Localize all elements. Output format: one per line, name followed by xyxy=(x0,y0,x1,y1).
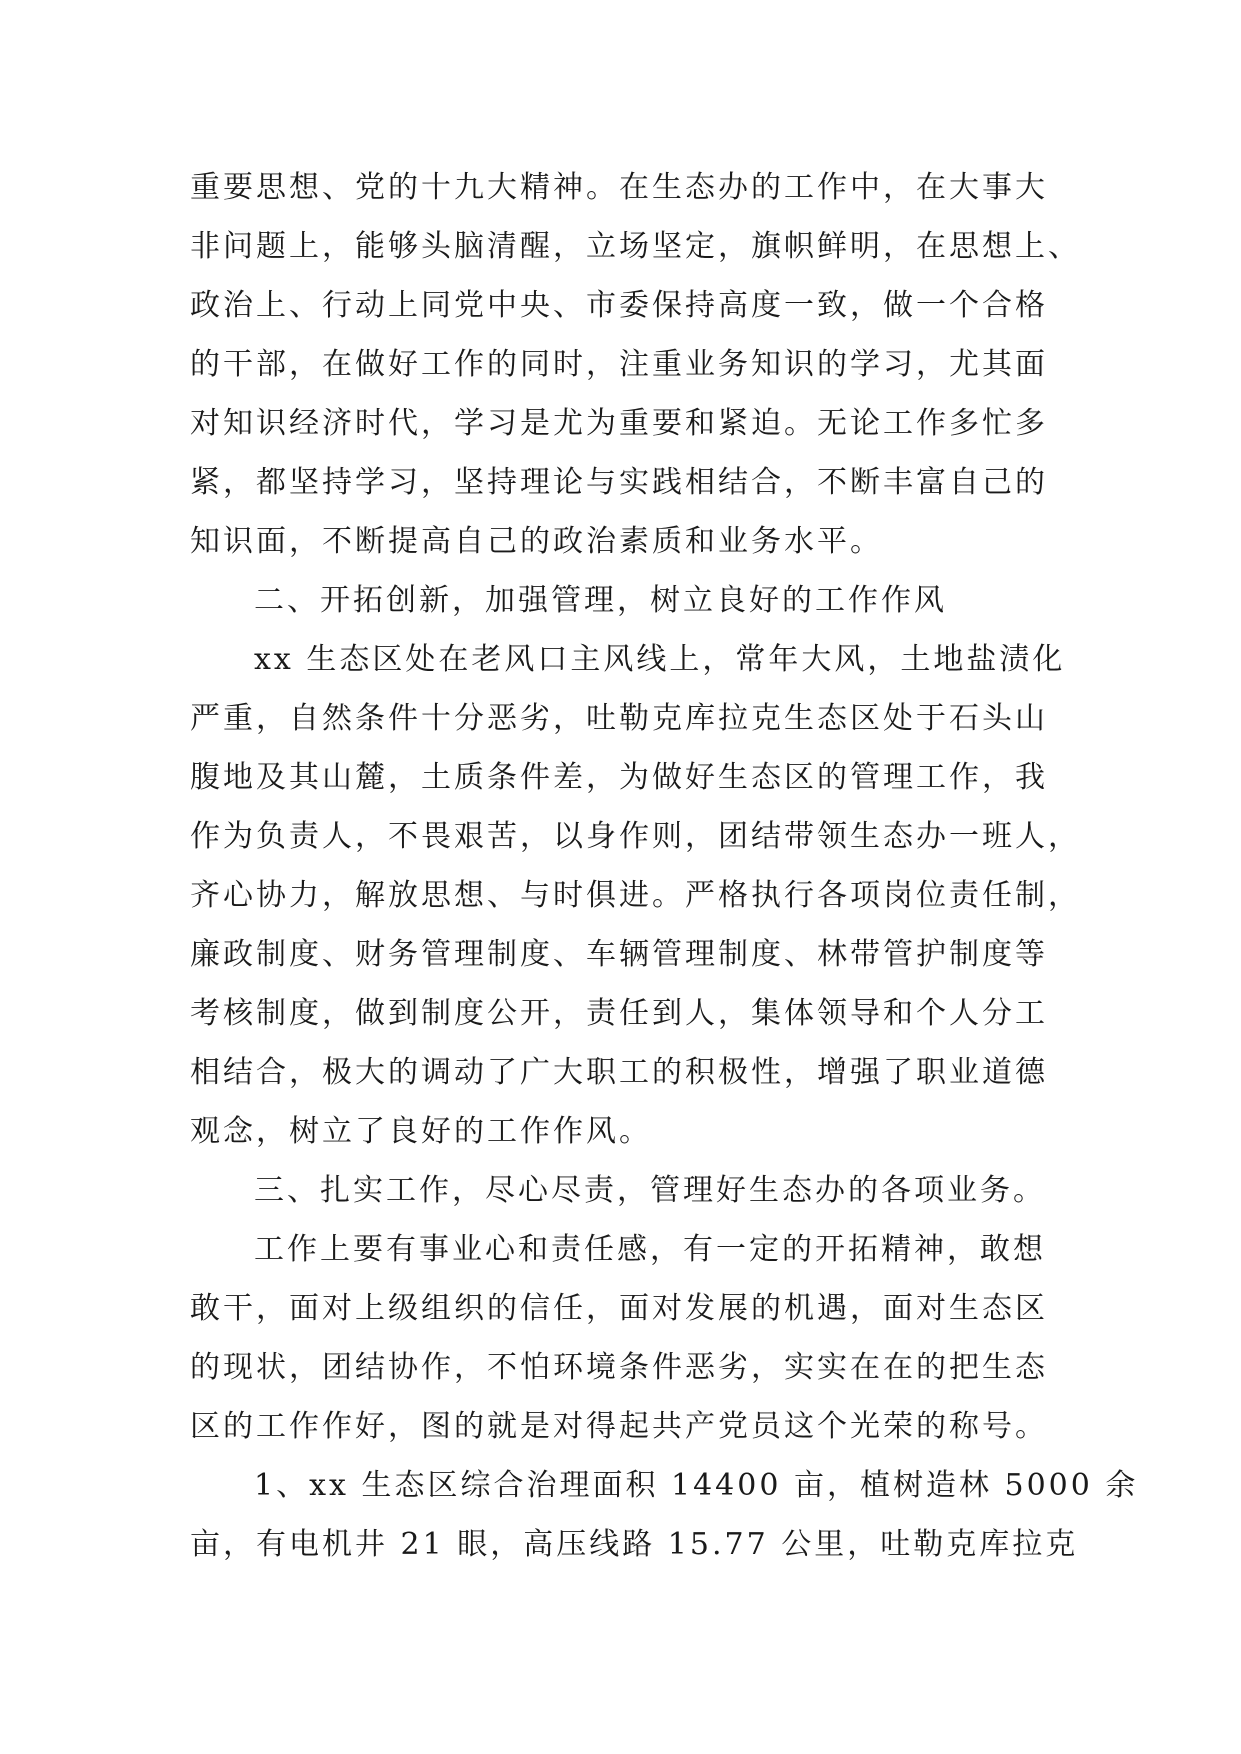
text-line: 齐心协力，解放思想、与时俱进。严格执行各项岗位责任制， xyxy=(190,878,1081,913)
text-line: 廉政制度、财务管理制度、车辆管理制度、林带管护制度等 xyxy=(190,937,1048,972)
text-line: 腹地及其山麓，土质条件差，为做好生态区的管理工作，我 xyxy=(190,760,1048,795)
text-line: 的现状，团结协作，不怕环境条件恶劣，实实在在的把生态 xyxy=(190,1350,1048,1385)
text-line: 观念，树立了良好的工作作风。 xyxy=(190,1114,652,1149)
text-line: 严重，自然条件十分恶劣，吐勒克库拉克生态区处于石头山 xyxy=(190,701,1048,736)
section-heading-3: 三、扎实工作，尽心尽责，管理好生态办的各项业务。 xyxy=(254,1173,1046,1208)
text-line: 重要思想、党的十九大精神。在生态办的工作中，在大事大 xyxy=(190,170,1048,205)
text-line: 非问题上，能够头脑清醒，立场坚定，旗帜鲜明，在思想上、 xyxy=(190,229,1081,264)
section-heading-2: 二、开拓创新，加强管理，树立良好的工作作风 xyxy=(254,583,947,618)
text-line: 区的工作作好，图的就是对得起共产党员这个光荣的称号。 xyxy=(190,1409,1048,1444)
text-line: 知识面，不断提高自己的政治素质和业务水平。 xyxy=(190,524,883,559)
text-line: 亩，有电机井 21 眼，高压线路 15.77 公里，吐勒克库拉克 xyxy=(190,1527,1079,1562)
text-line: 敢干，面对上级组织的信任，面对发展的机遇，面对生态区 xyxy=(190,1291,1048,1326)
text-line: 对知识经济时代，学习是尤为重要和紧迫。无论工作多忙多 xyxy=(190,406,1048,441)
list-item-start: 1、xx 生态区综合治理面积 14400 亩，植树造林 5000 余 xyxy=(254,1468,1139,1503)
text-line: 相结合，极大的调动了广大职工的积极性，增强了职业道德 xyxy=(190,1055,1048,1090)
paragraph-start: 工作上要有事业心和责任感，有一定的开拓精神，敢想 xyxy=(254,1232,1046,1267)
text-line: 的干部，在做好工作的同时，注重业务知识的学习，尤其面 xyxy=(190,347,1048,382)
text-line: 政治上、行动上同党中央、市委保持高度一致，做一个合格 xyxy=(190,288,1048,323)
paragraph-start: xx 生态区处在老风口主风线上，常年大风，土地盐渍化 xyxy=(254,642,1066,677)
text-line: 紧，都坚持学习，坚持理论与实践相结合，不断丰富自己的 xyxy=(190,465,1048,500)
document-body xyxy=(190,158,1139,1574)
text-line: 作为负责人，不畏艰苦，以身作则，团结带领生态办一班人， xyxy=(190,819,1081,854)
text-line: 考核制度，做到制度公开，责任到人，集体领导和个人分工 xyxy=(190,996,1048,1031)
